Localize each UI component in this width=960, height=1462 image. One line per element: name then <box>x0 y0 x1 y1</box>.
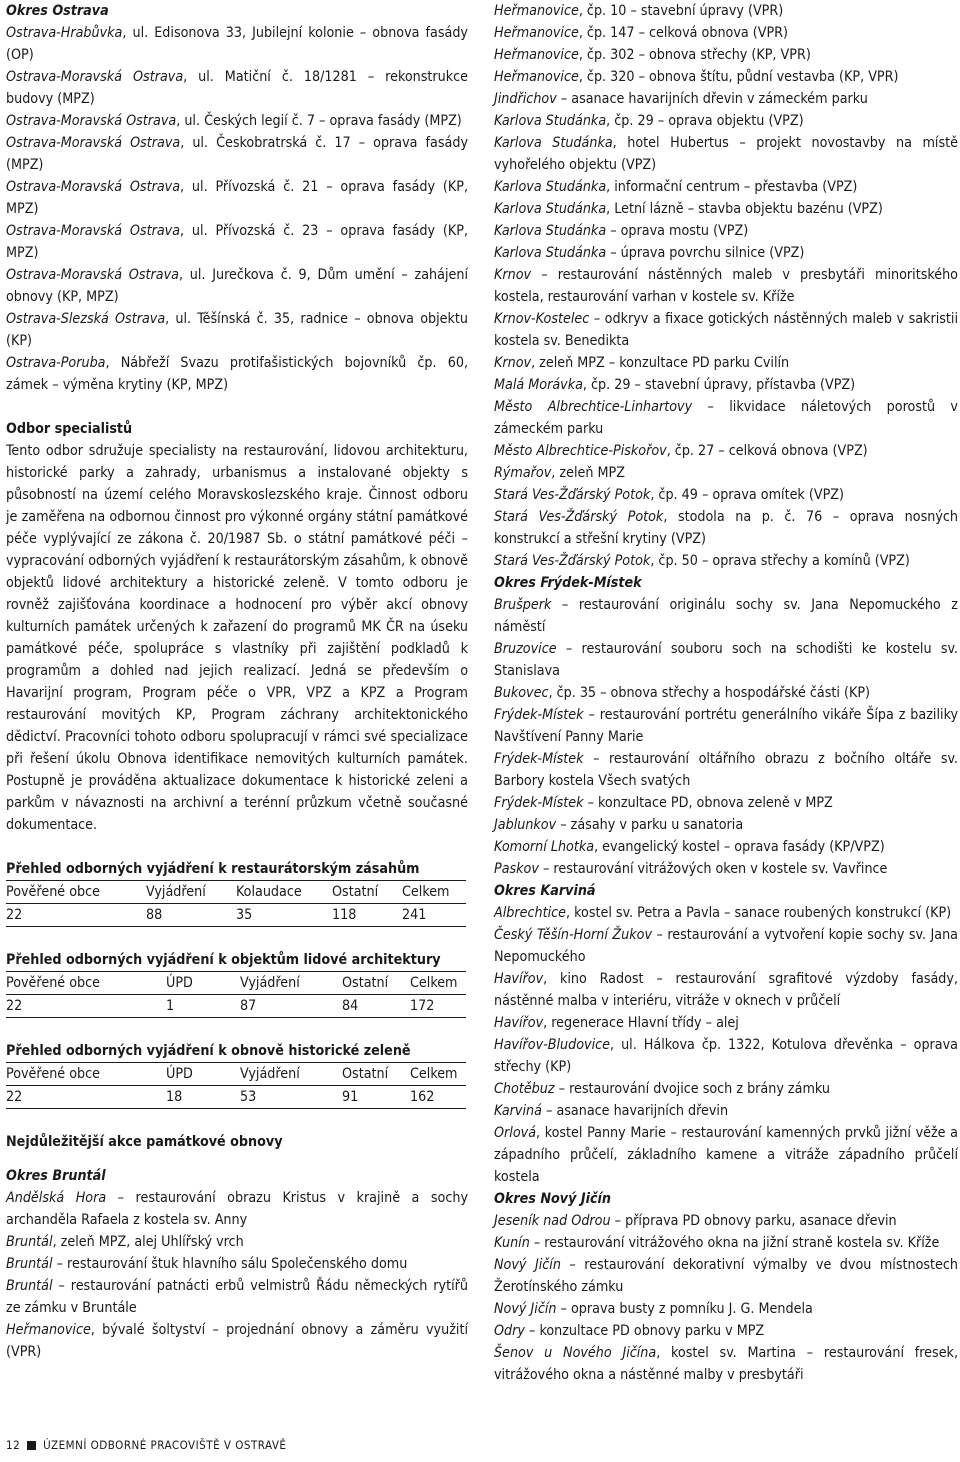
ostrava-list <box>6 22 468 396</box>
table-row <box>6 995 466 1018</box>
table-cell: 241 <box>402 904 466 927</box>
table-cell: 87 <box>240 995 342 1018</box>
item-text: , ul. Edisonova 33, Jubilejní kolonie – obnova fasády (OP) <box>6 25 468 63</box>
list-item <box>6 66 468 110</box>
item-text: , ul. Hálkova čp. 1322, Kotulova dřevěnka – oprava střechy (KP) <box>494 1037 958 1075</box>
list-item <box>6 308 468 352</box>
table-header: Celkem <box>410 1063 466 1086</box>
item-place: Havířov-Bludovice <box>494 1037 611 1053</box>
item-text: – restaurování portrétu generálního vikáře Šípa z baziliky Navštívení Panny Marie <box>494 707 958 745</box>
item-place: Stará Ves-Žďárský Potok <box>494 509 664 525</box>
table-restauratorske-zasahy <box>6 858 466 927</box>
list-item <box>494 1320 958 1342</box>
list-item <box>494 748 958 792</box>
item-text: , čp. 147 – celková obnova (VPR) <box>578 25 789 41</box>
item-text: , hotel Hubertus – projekt novostavby na místě vyhořelého objektu (VPZ) <box>494 135 958 173</box>
list-item <box>494 924 958 968</box>
table-cell: 118 <box>332 904 402 927</box>
item-text: – příprava PD obnovy parku, asanace dřevin <box>610 1213 897 1229</box>
item-text: – restaurování patnácti erbů velmistrů Řádu německých rytířů ze zámku v Bruntále <box>6 1278 468 1316</box>
item-text: – konzultace PD obnovy parku v MPZ <box>524 1323 765 1339</box>
item-text: – restaurování nástěnných maleb v presbytáři minoritského kostela, restaurování varhan v kostele sv. Kříže <box>494 267 958 305</box>
table-cell: 18 <box>166 1086 240 1109</box>
item-text: , kostel sv. Petra a Pavla – sanace roubených konstrukcí (KP) <box>566 905 952 921</box>
item-place: Stará Ves-Žďárský Potok <box>494 487 651 503</box>
table-header: Ostatní <box>342 1063 410 1086</box>
okres-frydek-mistek-heading: Okres Frýdek-Místek <box>494 575 642 591</box>
item-place: Heřmanovice <box>494 47 579 63</box>
table-header: Kolaudace <box>236 881 332 904</box>
list-item <box>494 132 958 176</box>
item-place: Nový Jičín <box>494 1301 557 1317</box>
item-text: , Letní lázně – stavba objektu bazénu (VPZ) <box>606 201 883 217</box>
list-item <box>494 44 958 66</box>
list-item <box>494 836 958 858</box>
list-item <box>494 968 958 1012</box>
list-item <box>6 132 468 176</box>
item-place: Nový Jičín <box>494 1257 561 1273</box>
table-header: Celkem <box>410 972 466 995</box>
item-text: – restaurování souboru soch na schodišti ke kostelu sv. Stanislava <box>494 641 958 679</box>
item-place: Ostrava-Moravská Ostrava <box>6 113 177 129</box>
item-text: , zeleň MPZ, alej Uhlířský vrch <box>52 1234 244 1250</box>
list-item <box>494 704 958 748</box>
list-item <box>494 1012 958 1034</box>
item-place: Ostrava-Poruba <box>6 355 106 371</box>
list-item <box>494 506 958 550</box>
item-place: Frýdek-Místek <box>494 795 584 811</box>
table-header: Celkem <box>402 881 466 904</box>
list-item <box>494 264 958 308</box>
okres-bruntal-heading: Okres Bruntál <box>6 1168 106 1184</box>
item-place: Karlova Studánka <box>494 201 607 217</box>
page-footer <box>6 1438 286 1452</box>
item-place: Frýdek-Místek <box>494 751 584 767</box>
bruntal-list-continued <box>494 0 958 572</box>
item-place: Krnov-Kostelec <box>494 311 590 327</box>
item-place: Orlová <box>494 1125 537 1141</box>
item-place: Stará Ves-Žďárský Potok <box>494 553 651 569</box>
item-text: , čp. 29 – stavební úpravy, přístavba (VPZ) <box>582 377 856 393</box>
odbor-specialistu-heading: Odbor specialistů <box>6 421 133 437</box>
bruntal-list <box>6 1187 468 1363</box>
item-place: Karviná <box>494 1103 542 1119</box>
list-item <box>494 1078 958 1100</box>
item-text: , ul. Českobratrská č. 17 – oprava fasády (MPZ) <box>6 135 468 173</box>
table-cell: 84 <box>342 995 410 1018</box>
item-text: , ul. Přívozská č. 23 – oprava fasády (KP, MPZ) <box>6 223 468 261</box>
item-place: Karlova Studánka <box>494 245 607 261</box>
list-item <box>494 110 958 132</box>
list-item <box>494 1232 958 1254</box>
item-place: Karlova Studánka <box>494 223 607 239</box>
item-text: , Nábřeží Svazu protifašistických bojovníků čp. 60, zámek – výměna krytiny (KP, MPZ) <box>6 355 468 393</box>
table-cell: 88 <box>146 904 236 927</box>
list-item <box>494 88 958 110</box>
list-item <box>6 110 468 132</box>
list-item <box>6 1231 468 1253</box>
list-item <box>494 462 958 484</box>
table-header: Vyjádření <box>240 972 342 995</box>
item-text: – restaurování dekorativní výmalby ve dvou místnostech Žerotínského zámku <box>494 1257 958 1295</box>
item-text: , bývalé šoltyství – projednání obnovy a záměru využití (VPR) <box>6 1322 468 1360</box>
item-text: – restaurování vitrážového okna na jižní straně kostela sv. Kříže <box>529 1235 940 1251</box>
table-header: Pověřené obce <box>6 1063 166 1086</box>
item-place: Jeseník nad Odrou <box>494 1213 611 1229</box>
item-text: – restaurování originálu sochy sv. Jana Nepomuckého z náměstí <box>494 597 958 635</box>
item-text: , kino Radost – restaurování sgrafitové výzdoby fasády, nástěnné malba v interiéru, vitráže v oknech v průčelí <box>494 971 958 1009</box>
akce-obnovy-heading: Nejdůležitější akce památkové obnovy <box>6 1134 283 1150</box>
list-item <box>494 814 958 836</box>
table-cell: 1 <box>166 995 240 1018</box>
item-place: Frýdek-Místek <box>494 707 584 723</box>
table-caption: Přehled odborných vyjádření k restaurátorským zásahům <box>6 861 420 877</box>
item-text: , stodola na p. č. 76 – oprava nosných konstrukcí a střešní krytiny (VPZ) <box>494 509 958 547</box>
list-item <box>494 550 958 572</box>
list-item <box>494 1342 958 1386</box>
list-item <box>494 1034 958 1078</box>
table-cell: 172 <box>410 995 466 1018</box>
list-item <box>494 1254 958 1298</box>
item-text: – zásahy v parku u sanatoria <box>556 817 744 833</box>
table-lidova-architektura <box>6 949 466 1018</box>
item-text: , čp. 27 – celková obnova (VPZ) <box>666 443 868 459</box>
list-item <box>494 902 958 924</box>
item-text: , čp. 50 – oprava střechy a komínů (VPZ) <box>650 553 910 569</box>
table-header: ÚPD <box>166 972 240 995</box>
table-header: Vyjádření <box>146 881 236 904</box>
item-text: , kostel sv. Martina – restaurování fresek, vitrážového okna a nástěnné malby v presbytáři <box>494 1345 958 1383</box>
item-text: , ul. Jurečkova č. 9, Dům umění – zahájení obnovy (KP, MPZ) <box>6 267 469 305</box>
list-item <box>494 308 958 352</box>
list-item <box>494 22 958 44</box>
item-place: Bruntál <box>6 1278 53 1294</box>
right-column <box>494 0 958 1386</box>
item-place: Bruntál <box>6 1256 53 1272</box>
item-text: – oprava mostu (VPZ) <box>606 223 749 239</box>
table-cell: 35 <box>236 904 332 927</box>
item-text: , čp. 320 – obnova štítu, půdní vestavba (KP, VPR) <box>578 69 899 85</box>
table-cell: 22 <box>6 995 166 1018</box>
table-header: ÚPD <box>166 1063 240 1086</box>
item-text: – restaurování a vytvoření kopie sochy sv. Jana Nepomuckého <box>494 927 959 965</box>
item-place: Ostrava-Moravská Ostrava <box>6 179 181 195</box>
item-place: Ostrava-Moravská Ostrava <box>6 267 179 283</box>
list-item <box>494 0 958 22</box>
item-place: Havířov <box>494 1015 544 1031</box>
item-place: Havířov <box>494 971 544 987</box>
table-row <box>6 1086 466 1109</box>
table-header: Ostatní <box>332 881 402 904</box>
item-text: , čp. 10 – stavební úpravy (VPR) <box>578 3 784 19</box>
item-text: – úprava povrchu silnice (VPZ) <box>606 245 805 261</box>
item-place: Karlova Studánka <box>494 113 607 129</box>
item-place: Město Albrechtice-Piskořov <box>494 443 667 459</box>
list-item <box>6 264 468 308</box>
item-place: Kunín <box>494 1235 530 1251</box>
item-text: , ul. Českých legií č. 7 – oprava fasády (MPZ) <box>176 113 462 129</box>
list-item <box>6 176 468 220</box>
footer-section-title: ÚZEMNÍ ODBORNÉ PRACOVIŠTĚ V OSTRAVĚ <box>43 1438 287 1452</box>
item-place: Jablunkov <box>494 817 557 833</box>
item-place: Ostrava-Moravská Ostrava <box>6 223 181 239</box>
item-place: Ostrava-Slezská Ostrava <box>6 311 166 327</box>
table-header: Ostatní <box>342 972 410 995</box>
table-header-row <box>6 972 466 995</box>
item-place: Andělská Hora <box>6 1190 107 1206</box>
item-text: , informační centrum – přestavba (VPZ) <box>606 179 858 195</box>
item-place: Karlova Studánka <box>494 135 613 151</box>
table-caption: Přehled odborných vyjádření k obnově historické zeleně <box>6 1043 411 1059</box>
item-place: Chotěbuz <box>494 1081 555 1097</box>
table-cell: 22 <box>6 1086 166 1109</box>
table-header: Pověřené obce <box>6 972 166 995</box>
list-item <box>494 352 958 374</box>
item-text: – restaurování obrazu Kristus v krajině a sochy archanděla Rafaela z kostela sv. Anny <box>6 1190 468 1228</box>
list-item <box>6 1253 468 1275</box>
item-text: – restaurování štuk hlavního sálu Společenského domu <box>52 1256 408 1272</box>
list-item <box>494 374 958 396</box>
karvina-list <box>494 902 958 1188</box>
list-item <box>494 1122 958 1188</box>
table-historicka-zelen <box>6 1040 466 1109</box>
left-column <box>6 0 468 1363</box>
okres-ostrava-heading: Okres Ostrava <box>6 3 109 19</box>
item-text: , čp. 29 – oprava objektu (VPZ) <box>606 113 804 129</box>
item-place: Krnov <box>494 267 532 283</box>
item-place: Ostrava-Hrabůvka <box>6 25 123 41</box>
item-place: Malá Morávka <box>494 377 583 393</box>
list-item <box>494 682 958 704</box>
list-item <box>494 1298 958 1320</box>
table-cell: 22 <box>6 904 146 927</box>
item-text: , zeleň MPZ <box>551 465 625 481</box>
list-item <box>494 484 958 506</box>
item-place: Bruzovice <box>494 641 557 657</box>
item-text: , čp. 302 – obnova střechy (KP, VPR) <box>578 47 811 63</box>
item-place: Odry <box>494 1323 525 1339</box>
square-bullet-icon <box>27 1441 36 1450</box>
item-text: , regenerace Hlavní třídy – alej <box>543 1015 739 1031</box>
item-text: – restaurování vitrážových oken v kostele sv. Vavřince <box>538 861 888 877</box>
item-place: Paskov <box>494 861 539 877</box>
list-item <box>494 1100 958 1122</box>
okres-novy-jicin-heading: Okres Nový Jičín <box>494 1191 612 1207</box>
list-item <box>494 858 958 880</box>
list-item <box>6 1319 468 1363</box>
item-place: Ostrava-Moravská Ostrava <box>6 69 184 85</box>
list-item <box>494 1210 958 1232</box>
list-item <box>6 1187 468 1231</box>
list-item <box>494 792 958 814</box>
list-item <box>494 176 958 198</box>
item-place: Krnov <box>494 355 532 371</box>
table-header-row <box>6 1063 466 1086</box>
item-text: , čp. 49 – oprava omítek (VPZ) <box>650 487 845 503</box>
item-text: – oprava busty z pomníku J. G. Mendela <box>556 1301 813 1317</box>
item-text: , ul. Těšínská č. 35, radnice – obnova objektu (KP) <box>6 311 468 349</box>
list-item <box>494 242 958 264</box>
item-text: , zeleň MPZ – konzultace PD parku Cvilín <box>531 355 790 371</box>
table-header: Pověřené obce <box>6 881 146 904</box>
okres-karvina-heading: Okres Karviná <box>494 883 596 899</box>
list-item <box>494 396 958 440</box>
item-place: Heřmanovice <box>494 3 579 19</box>
item-text: – konzultace PD, obnova zeleně v MPZ <box>583 795 833 811</box>
item-place: Město Albrechtice-Linhartovy <box>494 399 693 415</box>
table-header: Vyjádření <box>240 1063 342 1086</box>
list-item <box>6 220 468 264</box>
table-caption: Přehled odborných vyjádření k objektům lidové architektury <box>6 952 441 968</box>
item-text: , ul. Přívozská č. 21 – oprava fasády (KP, MPZ) <box>6 179 468 217</box>
item-place: Šenov u Nového Jičína <box>494 1345 657 1361</box>
table-header-row <box>6 881 466 904</box>
item-place: Heřmanovice <box>494 69 579 85</box>
item-text: , čp. 35 – obnova střechy a hospodářské části (KP) <box>548 685 870 701</box>
odbor-specialistu-text: Tento odbor sdružuje specialisty na restaurování, lidovou architekturu, historické parky a zahrady, urbanismus a instalované objekty s působností na území celého Moravskoslezského kraje. Činnost odboru je zaměřena na odbornou činnost pro výkonné orgány státní památkové péče vyplývající ze zákona č. 20/1987 Sb. o státní památkové péči – vypracování odborných vyjádření k restaurátorským zásahům, k obnově objektů lidové architektury a historické zeleně. V tomto odboru je rovněž zajišťována koordinace a hodnocení pro výběr akcí obnovy kulturních památek určených k zařazení do programů MK ČR na úseku památkové péče, spolupráce s vlastníky při zajištění podkladů k programům a dohled nad jejich realizací. Jedná se především o Havarijní program, Program péče o VPR, VPZ a KPZ a Program restaurování movitých KP, Program záchrany architektonického dědictví. Pracovníci tohoto odboru spolupracují v rámci své specializace při řešení úkolu Obnova identifikace nemovitých kulturních památek. Postupně je prováděna aktualizace dokumentace k historické zeleni a parkům v návaznosti na archivní a terénní průzkum včetně současné dokumentace. <box>6 443 468 833</box>
list-item <box>494 440 958 462</box>
table-row <box>6 904 466 927</box>
item-text: , evangelický kostel – oprava fasády (KP/VPZ) <box>594 839 885 855</box>
item-text: , ul. Matiční č. 18/1281 – rekonstrukce budovy (MPZ) <box>6 69 468 107</box>
list-item <box>6 352 468 396</box>
item-place: Karlova Studánka <box>494 179 607 195</box>
item-place: Albrechtice <box>494 905 567 921</box>
item-place: Bruntál <box>6 1234 53 1250</box>
item-place: Heřmanovice <box>6 1322 91 1338</box>
item-text: , kostel Panny Marie – restaurování kamenných prvků jižní věže a západního průčelí, základního kamene a vitráže západního průčelí kostela <box>494 1125 958 1185</box>
item-text: – likvidace náletových porostů v zámeckém parku <box>494 399 958 437</box>
item-place: Rýmařov <box>494 465 552 481</box>
list-item <box>494 220 958 242</box>
item-place: Komorní Lhotka <box>494 839 595 855</box>
table-cell: 91 <box>342 1086 410 1109</box>
table-cell: 53 <box>240 1086 342 1109</box>
list-item <box>6 1275 468 1319</box>
list-item <box>6 22 468 66</box>
novy-jicin-list <box>494 1210 958 1386</box>
list-item <box>494 198 958 220</box>
table-cell: 162 <box>410 1086 466 1109</box>
item-text: – restaurování oltářního obrazu z bočního oltáře sv. Barbory kostela Všech svatých <box>494 751 958 789</box>
item-place: Jindřichov <box>494 91 557 107</box>
item-place: Český Těšín-Horní Žukov <box>494 927 652 943</box>
list-item <box>494 594 958 638</box>
item-place: Ostrava-Moravská Ostrava <box>6 135 181 151</box>
item-place: Brušperk <box>494 597 552 613</box>
item-place: Heřmanovice <box>494 25 579 41</box>
list-item <box>494 638 958 682</box>
page-number: 12 <box>6 1438 21 1452</box>
item-text: – restaurování dvojice soch z brány zámku <box>554 1081 830 1097</box>
list-item <box>494 66 958 88</box>
item-text: – asanace havarijních dřevin v zámeckém parku <box>556 91 868 107</box>
item-text: – odkryv a fixace gotických nástěnných maleb v sakristii kostela sv. Benedikta <box>494 311 958 349</box>
frydek-mistek-list <box>494 594 958 880</box>
item-text: – asanace havarijních dřevin <box>541 1103 729 1119</box>
item-place: Bukovec <box>494 685 549 701</box>
